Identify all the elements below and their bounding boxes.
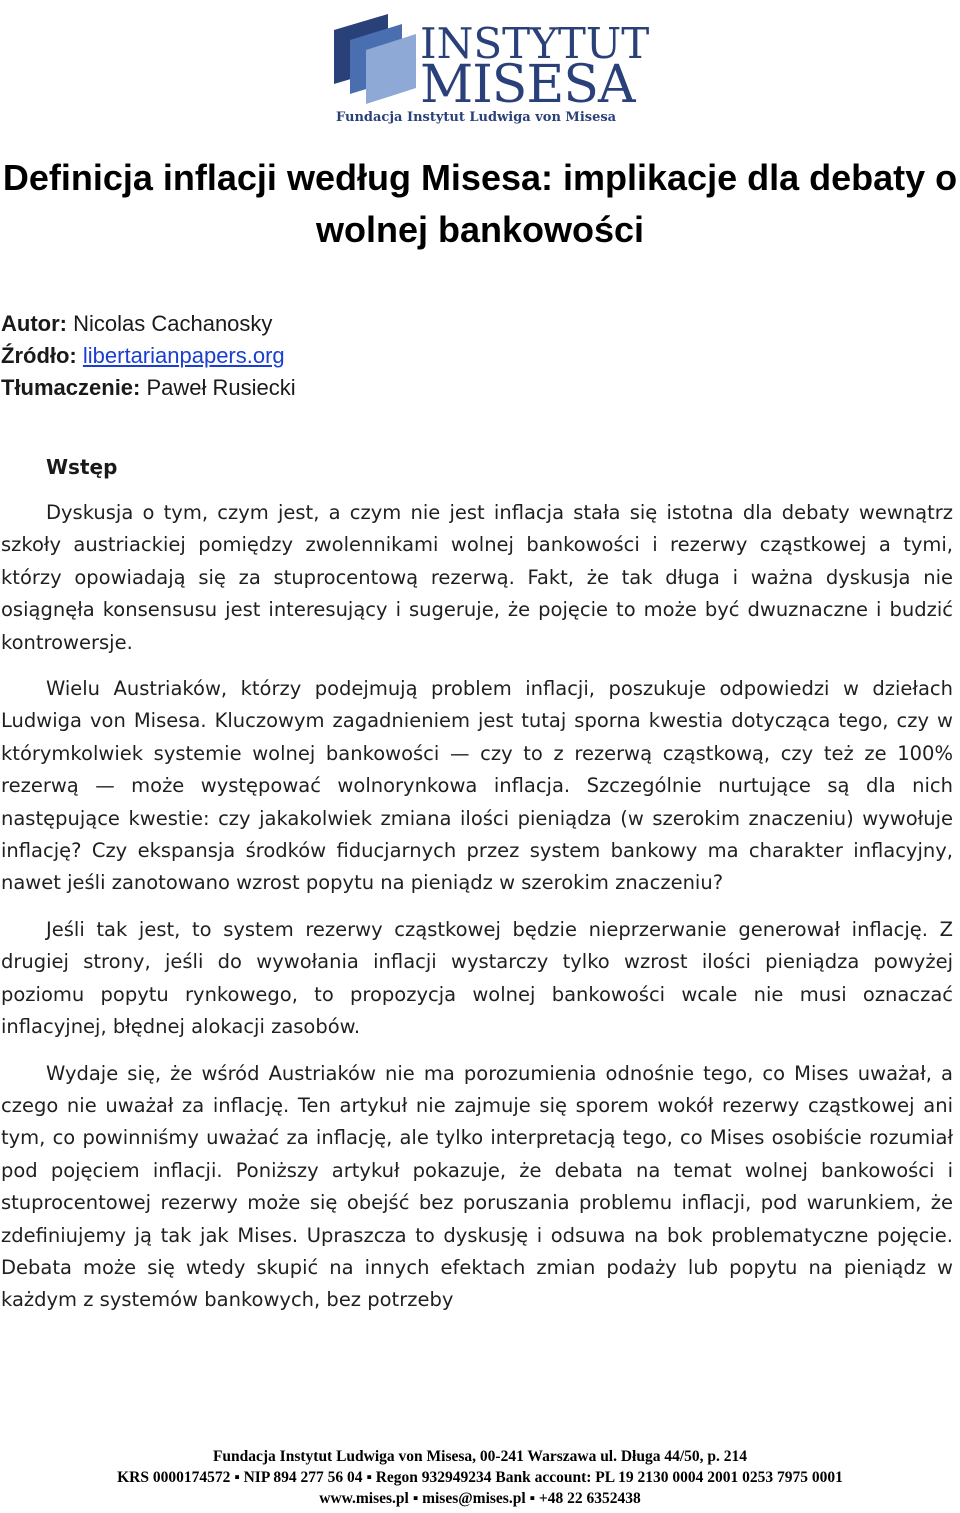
footer-contact: www.mises.pl ▪ mises@mises.pl ▪ +48 22 6352438: [319, 1490, 641, 1507]
logo-tagline: Fundacja Instytut Ludwiga von Misesa: [336, 110, 617, 125]
source-link[interactable]: libertarianpapers.org: [82, 343, 285, 368]
translation-line: [1, 372, 296, 404]
institute-logo: [328, 12, 650, 125]
author-label: Autor:: [1, 311, 67, 336]
logo-line-1: INSTYTUT: [420, 19, 650, 68]
source-label: Źródło:: [1, 343, 77, 368]
paragraph: Wydaje się, że wśród Austriaków nie ma porozumienia odnośnie tego, co Mises uważał, a czego nie uważał za inflację. Ten artykuł nie zajmuje się sporem wokół rezerwy cząstkowej ani tym, co powinniśmy uważać za inflację, ale tylko interpretacją tego, co Mises osobiście rozumiał pod pojęciem inflacji. Poniższy artykuł pokazuje, że debata na temat wolnej bankowości i stuprocentowej rezerwy może się obejść bez poruszania problemu inflacji, pod warunkiem, że zdefiniujemy ją tak jak Mises. Upraszcza to dyskusję i odsuwa na bok problematyczne pojęcie. Debata może się wtedy skupić na innych efektach zmian podaży lub popytu na pieniądz w każdym z systemów bankowych, bez potrzeby: [1, 1061, 953, 1312]
document-title: Definicja inflacji według Misesa: implikacje dla debaty o wolnej bankowości: [2, 157, 958, 250]
section-heading: Wstęp: [46, 455, 118, 479]
page-footer: [0, 1446, 960, 1509]
translator-name: Paweł Rusiecki: [146, 375, 296, 400]
paragraph: Dyskusja o tym, czym jest, a czym nie jest inflacja stała się istotna dla debaty wewnątrz szkoły austriackiej pomiędzy zwolennikami wolnej bankowości i rezerwy cząstkowej a tymi, którzy opowiadają się za stuprocentową rezerwą. Fakt, że tak długa i ważna dyskusja nie osiągnęła konsensusu jest interesujący i sugeruje, że pojęcie to może być dwuznaczne i budzić kontrowersje.: [1, 501, 953, 654]
article-body: [1, 497, 953, 1331]
footer-address: Fundacja Instytut Ludwiga von Misesa, 00-241 Warszawa ul. Długa 44/50, p. 214: [212, 1448, 748, 1465]
author-line: [1, 308, 296, 340]
document-meta: [1, 308, 296, 404]
author-name: Nicolas Cachanosky: [73, 311, 273, 336]
translation-label: Tłumaczenie:: [1, 375, 141, 400]
paragraph: Wielu Austriaków, którzy podejmują problem inflacji, poszukuje odpowiedzi w dziełach Ludwiga von Misesa. Kluczowym zagadnieniem jest tutaj sporna kwestia dotycząca tego, czy w którymkolwiek systemie wolnej bankowości — czy to z rezerwą cząstkową, czy też ze 100% rezerwą — może występować wolnorynkowa inflacja. Szczególnie nurtujące są dla nich następujące kwestie: czy jakakolwiek zmiana ilości pieniądza (w szerokim znaczeniu) wywołuje inflację? Czy ekspansja środków fiducjarnych przez system bankowy ma charakter inflacyjny, nawet jeśli zanotowano wzrost popytu na pieniądz w szerokim znaczeniu?: [1, 677, 953, 895]
footer-registration: KRS 0000174572 ▪ NIP 894 277 56 04 ▪ Regon 932949234 Bank account: PL 19 2130 0004 2001 0253 7975 0001: [117, 1469, 843, 1486]
paragraph: Jeśli tak jest, to system rezerwy cząstkowej będzie nieprzerwanie generował inflację. Z drugiej strony, jeśli do wywołania inflacji wystarczy tylko wzrost ilości pieniądza powyżej poziomu popytu rynkowego, to propozycja wolnej bankowości wcale nie musi oznaczać inflacyjnej, błędnej alokacji zasobów.: [1, 917, 953, 1039]
source-line: [1, 340, 296, 372]
logo-line-2: MISESA: [420, 55, 635, 115]
